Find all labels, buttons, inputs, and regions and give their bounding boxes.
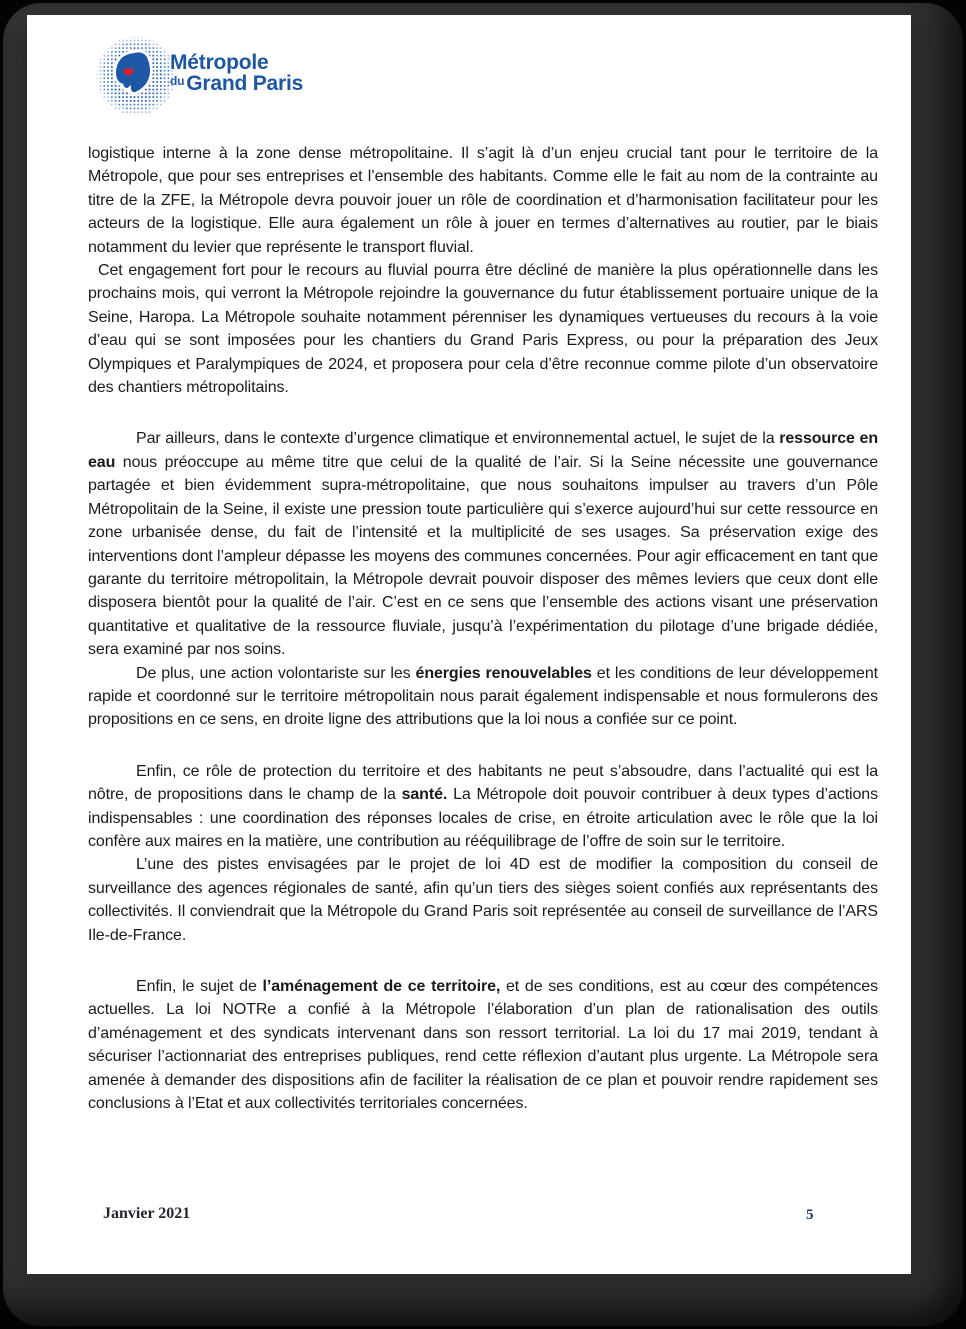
text-run: et les conditions de leur développement rapide et coordonné sur le territoire métropolitain nous parait également indispensable et nous formulerons des propositions en ce sens, en droite ligne des attributions que la loi nous a confiée sur ce point. [88,664,878,729]
logo-wordmark [170,35,303,97]
paragraph [88,259,878,399]
bold-text-run: santé. [401,786,448,804]
paragraph [88,975,878,1115]
text-run: Enfin, le sujet de [136,978,263,995]
metropole-logo-mark-icon [95,35,177,117]
metropole-grand-paris-logo [95,35,303,117]
text-run: De plus, une action volontariste sur les [136,664,416,682]
paragraph [88,142,878,259]
logo-line1: Métropole [170,51,269,74]
logo-du: du [170,74,185,88]
text-run: et de ses conditions, est au cœur des compétences actuelles. La loi NOTRe a confié à la Métropole l’élaboration d’un plan de rationalisation des outils d’aménagement et des syndicats intervenant dans son ressort territorial. La loi du 17 mai 2019, tendant à sécuriser l’actionnariat des entreprises publiques, rend cette réflexion d’autant plus urgente. La Métropole sera amenée à demander des dispositions afin de faciliter la réalisation de ce plan et pouvoir rendre rapidement ses conclusions à l’Etat et aux collectivités territoriales concernées. [88,978,878,1113]
text-run: L’une des pistes envisagées par le projet de loi 4D est de modifier la composition du conseil de surveillance des agences régionales de santé, afin qu’un tiers des sièges soient confiés aux représentants des collectivités. Il conviendrait que la Métropole du Grand Paris soit représentée au conseil de surveillance de l’ARS Ile-de-France. [88,856,878,944]
text-run: Enfin, ce rôle de protection du territoire et des habitants ne peut s’absoudre, dans l’actualité qui est la nôtre, de propositions dans le champ de la [88,762,878,804]
text-run: La Métropole doit pouvoir contribuer à deux types d’actions indispensables : une coordination des réponses locales de crise, en étroite articulation avec le rôle que la loi confère aux maires en la matière, une contribution au rééquilibrage de l’offre de soin sur le territoire. [88,786,878,850]
footer-page-number: 5 [806,1207,814,1223]
paragraph [88,427,878,661]
bold-text-run: l’aménagement de ce territoire, [262,978,501,995]
bold-text-run: ressource en eau [88,430,878,471]
footer-date: Janvier 2021 [103,1205,191,1222]
paragraph [88,760,878,854]
logo-line2 [170,73,303,97]
paragraph [88,853,878,947]
document-body [88,142,878,1115]
paragraph [88,662,878,732]
text-run: Par ailleurs, dans le contexte d’urgence climatique et environnemental actuel, le sujet de la [136,430,780,448]
text-run: Cet engagement fort pour le recours au fluvial pourra être décliné de manière la plus opérationnelle dans les prochains mois, qui verront la Métropole rejoindre la gouvernance du futur établissement portuaire unique de la Seine, Haropa. La Métropole souhaite notamment pérenniser les dynamiques vertueuses du recours à la voie d’eau qui se sont imposées pour les chantiers du Grand Paris Express, ou pour la préparation des Jeux Olympiques et Paralympiques de 2024, et proposera pour cela d’être reconnue comme pilote d’un observatoire des chantiers métropolitains. [88,262,878,397]
text-run: logistique interne à la zone dense métropolitaine. Il s’agit là d’un enjeu crucial tant pour le territoire de la Métropole, que pour ses entreprises et l’ensemble des habitants. Comme elle le fait au nom de la contrainte au titre de la ZFE, la Métropole devra pouvoir jouer un rôle de coordination et d’harmonisation facilitateur pour les acteurs de la logistique. Elle aura également un rôle à jouer en termes d’alternatives au routier, par le biais notamment du levier que représente le transport fluvial. [88,145,878,256]
bold-text-run: énergies renouvelables [415,664,592,682]
text-run: nous préoccupe au même titre que celui de la qualité de l’air. Si la Seine nécessite une gouvernance partagée et bien évidemment supra-métropolitaine, que nous souhaitons impulser au travers d’un Pôle Métropolitain de la Seine, il existe une pression toute particulière qui s’exerce aujourd’hui sur cette ressource en zone urbanisée dense, du fait de l’intensité et la multiplicité de ses usages. Sa préservation exige des interventions dont l’ampleur dépasse les moyens des communes concernées. Pour agir efficacement en tant que garante du territoire métropolitain, la Métropole devrait pouvoir disposer des mêmes leviers que ceux dont elle disposera bientôt pour la qualité de l’air. C’est en ce sens que l’ensemble des actions visant une préservation quantitative et qualitative de la ressource fluviale, jusqu’à l’expérimentation du pilotage d’une brigade dédiée, sera examiné par nos soins. [88,453,878,659]
logo-grand-paris: Grand Paris [186,72,304,95]
document-page [27,15,911,1274]
